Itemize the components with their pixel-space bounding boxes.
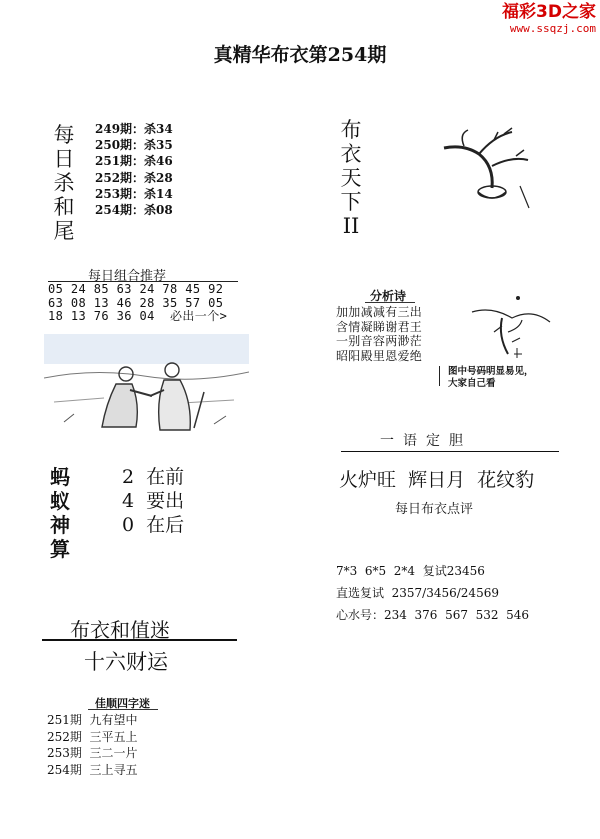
poem-title: 分析诗 [370, 289, 407, 303]
recommend-numbers [336, 560, 529, 626]
daily-kill-heading-char: 杀 [53, 171, 75, 195]
riddle-list [47, 712, 138, 778]
daily-kill-heading-char: 日 [53, 147, 75, 171]
daily-kill-heading-char: 尾 [53, 219, 75, 243]
vertical-char: 下 [340, 190, 362, 214]
two-figures-illustration [44, 332, 249, 437]
note-marker [439, 366, 444, 386]
list-item: 251期 九有望中 [47, 713, 138, 727]
vertical-char: 衣 [340, 142, 362, 166]
number-line: 7*3 6*5 2*4 复试23456 [336, 564, 485, 578]
watermark-name: 福彩3D之家 [502, 2, 596, 22]
buyi-subtitle: 十六财运 [84, 650, 168, 674]
vertical-char: II [342, 214, 360, 238]
combo-heading: 每日组合推荐 [88, 269, 167, 284]
courage-divider [341, 451, 559, 452]
list-item: 254期：杀08 [95, 203, 173, 218]
plant-sketch-illustration [462, 292, 557, 362]
riddle-title: 佳顺四字迷 [95, 697, 150, 710]
ant-heading-char: 神 [50, 513, 70, 537]
combo-row: 18 13 76 36 04 必出一个> [48, 309, 228, 323]
daily-kill-list [95, 121, 173, 218]
combo-row: 63 08 13 46 28 35 57 05 [48, 295, 224, 310]
ant-heading-char: 蚂 [50, 465, 70, 489]
ant-divination-rows [122, 465, 184, 537]
daily-kill-heading-char: 每 [53, 123, 75, 147]
poem-divider [365, 302, 415, 303]
buyi-tianxia-heading [339, 118, 363, 238]
ant-row: 0 在后 [122, 514, 185, 536]
list-item: 252期：杀28 [95, 170, 173, 185]
list-item: 249期：杀34 [95, 122, 173, 136]
number-line: 心水号：234 376 567 532 546 [336, 608, 530, 622]
watermark-url: www.ssqzj.com [509, 22, 596, 35]
poem-line: 昭阳殿里恩爱绝 [336, 348, 423, 363]
list-item: 254期 三上寻五 [47, 762, 138, 777]
tree-sketch-illustration [434, 126, 534, 211]
ant-row: 4 要出 [122, 490, 185, 512]
note-line: 图中号码明显易见， [448, 366, 534, 377]
poem-note [448, 366, 534, 390]
list-item: 250期：杀35 [95, 138, 173, 153]
poem-line: 含情凝睇谢君王 [336, 319, 423, 334]
list-item: 253期：杀14 [95, 186, 173, 201]
number-line: 直选复试 2357/3456/24569 [336, 586, 499, 600]
daily-kill-heading [52, 123, 76, 243]
poem-line: 加加减减有三出 [336, 305, 423, 319]
vertical-char: 布 [340, 118, 362, 142]
site-watermark [502, 2, 596, 35]
combo-row: 05 24 85 63 24 78 45 92 [48, 282, 224, 296]
list-item: 251期：杀46 [95, 154, 173, 169]
daily-review-label: 每日布衣点评 [395, 502, 474, 517]
page-title: 真精华布衣第254期 [213, 44, 387, 66]
combo-rows [48, 283, 227, 324]
ant-heading-char: 蚁 [50, 489, 70, 513]
note-line: 大家自己看 [448, 378, 496, 389]
ant-divination-heading [50, 465, 70, 561]
vertical-char: 天 [340, 166, 362, 190]
list-item: 253期 三二一片 [47, 746, 138, 760]
courage-heading: 一语定胆 [380, 433, 472, 449]
buyi-divider [42, 639, 237, 641]
list-item: 252期 三平五上 [47, 729, 138, 744]
daily-kill-heading-char: 和 [53, 195, 75, 219]
courage-phrase: 火炉旺 辉日月 花纹豹 [339, 469, 535, 491]
buyi-sum-title: 布衣和值迷 [70, 618, 170, 642]
ant-row: 2 在前 [122, 466, 185, 488]
riddle-divider [88, 709, 158, 710]
poem-line: 一别音容两渺茫 [336, 334, 423, 349]
ant-heading-char: 算 [50, 537, 70, 561]
analysis-poem [336, 305, 422, 363]
